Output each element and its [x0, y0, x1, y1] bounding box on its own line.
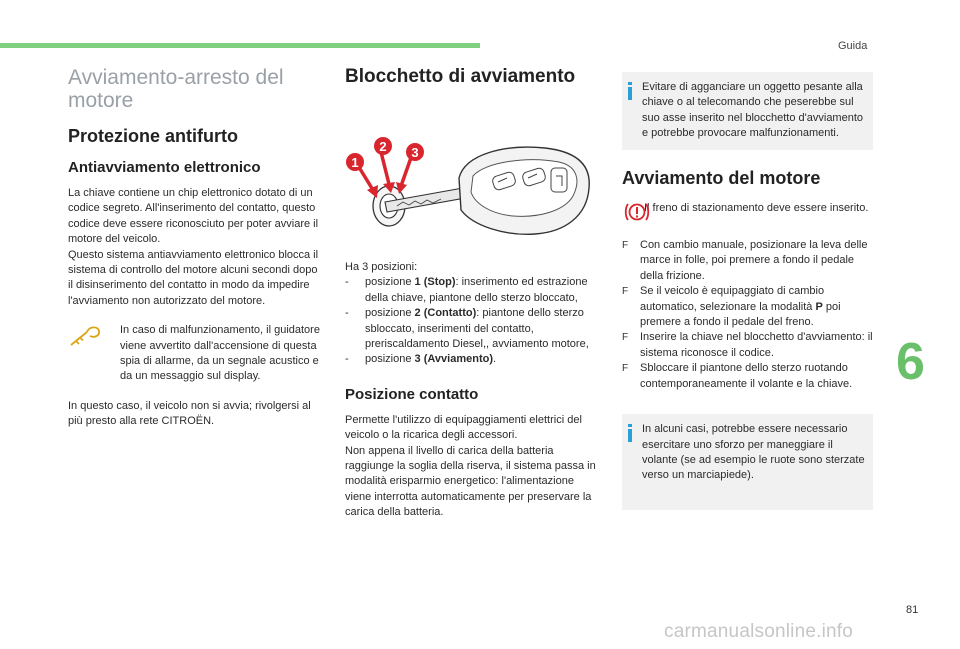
subheading-immobiliser: Antiavviamento elettronico [68, 159, 261, 176]
parking-brake-note [622, 201, 878, 216]
list-item: - posizione 3 (Avviamento). [345, 353, 497, 366]
watermark: carmanualsonline.info [664, 621, 854, 642]
warning-light-note-text: In caso di malfunzionamento, il guidatore viene avvertito dall'accensione di questa spia di allarme, da un segnale acustico e da un messaggio sul display. [120, 324, 320, 383]
heading-ignition-switch: Blocchetto di avviamento [345, 66, 576, 87]
info-icon [626, 424, 634, 447]
ignition-position-paragraph-2: Non appena il livello di carica della batteria raggiunge la soglia della riserva, il sistema passa in modalità erisparmio energetico: l'alimentazione viene interrotta automaticamente per preservare la carica della batteria. [345, 444, 596, 519]
positions-list [345, 275, 601, 367]
start-steps-list [622, 238, 878, 392]
list-item: F Inserire la chiave nel blocchetto d'avviamento: il sistema riconosce il codice. [622, 331, 873, 359]
list-item: - posizione 1 (Stop): inserimento ed estrazione della chiave, piantone dello sterzo bloccato, [345, 276, 588, 304]
page-number: 81 [906, 604, 919, 616]
key-warning-light-icon [68, 323, 102, 354]
heading-antitheft: Protezione antifurto [68, 126, 238, 146]
svg-text:1: 1 [351, 155, 359, 170]
parking-brake-warning-icon [624, 201, 650, 228]
key-illustration [345, 106, 601, 246]
warning-light-note [68, 323, 324, 385]
positions-intro: Ha 3 posizioni: [345, 261, 418, 273]
info-box-key-weight [622, 72, 873, 150]
info-box-steering-effort-text: In alcuni casi, potrebbe essere necessario esercitare uno sforzo per maneggiare il volante (se ad esempio le ruote sono sterzate verso un marciapiede). [642, 423, 865, 482]
list-item: F Sbloccare il piantone dello sterzo ruotando contemporaneamente il volante e la chiave. [622, 362, 853, 390]
svg-text:2: 2 [379, 139, 387, 154]
left-column [68, 66, 324, 430]
list-item: F Se il veicolo è equipaggiato di cambio automatico, selezionare la modalità P poi premere a fondo il pedale del freno. [622, 285, 841, 329]
ignition-key-figure [345, 106, 601, 246]
subheading-ignition-position: Posizione contatto [345, 385, 479, 403]
immobiliser-paragraph-2: Questo sistema antiavviamento elettronico blocca il sistema di controllo del motore alcuni secondi dopo il disinserimento del contatto in modo da impedire l'avviamento non autorizzato del motore. [68, 248, 319, 307]
ignition-position-paragraph-1: Permette l'utilizzo di equipaggiamenti elettrici del veicolo o la ricarica degli accessori. [345, 413, 582, 442]
list-item: F Con cambio manuale, posizionare la leva delle marce in folle, poi premere a fondo il pedale della frizione. [622, 239, 868, 282]
svg-text:3: 3 [411, 145, 419, 160]
section-title: Avviamento-arresto del motore [68, 66, 284, 112]
heading-engine-start: Avviamento del motore [622, 167, 821, 188]
middle-column [345, 66, 601, 521]
right-column [622, 72, 878, 510]
header-accent-bar [0, 43, 480, 48]
immobiliser-paragraph-3: In questo caso, il veicolo non si avvia; rivolgersi al più presto alla rete CITROËN. [68, 399, 311, 428]
list-item: - posizione 2 (Contatto): piantone dello sterzo sbloccato, inserimenti del contatto, preriscaldamento Diesel,, avviamento motore, [345, 307, 589, 351]
immobiliser-paragraph-1: La chiave contiene un chip elettronico dotato di un codice segreto. All'inserimento del contatto, questo codice deve essere riconosciuto per poter avviare il motore del veicolo. [68, 187, 319, 246]
header-section-label: Guida [838, 40, 868, 52]
chapter-number: 6 [896, 333, 925, 391]
info-icon [626, 82, 634, 105]
info-box-steering-effort [622, 414, 873, 510]
parking-brake-note-text: Il freno di stazionamento deve essere inserito. [644, 201, 869, 214]
info-box-key-weight-text: Evitare di agganciare un oggetto pesante alla chiave o al telecomando che peserebbe sul suo asse inserito nel blocchetto d'avviamento e potrebbe provocare malfunzionamenti. [642, 81, 864, 140]
